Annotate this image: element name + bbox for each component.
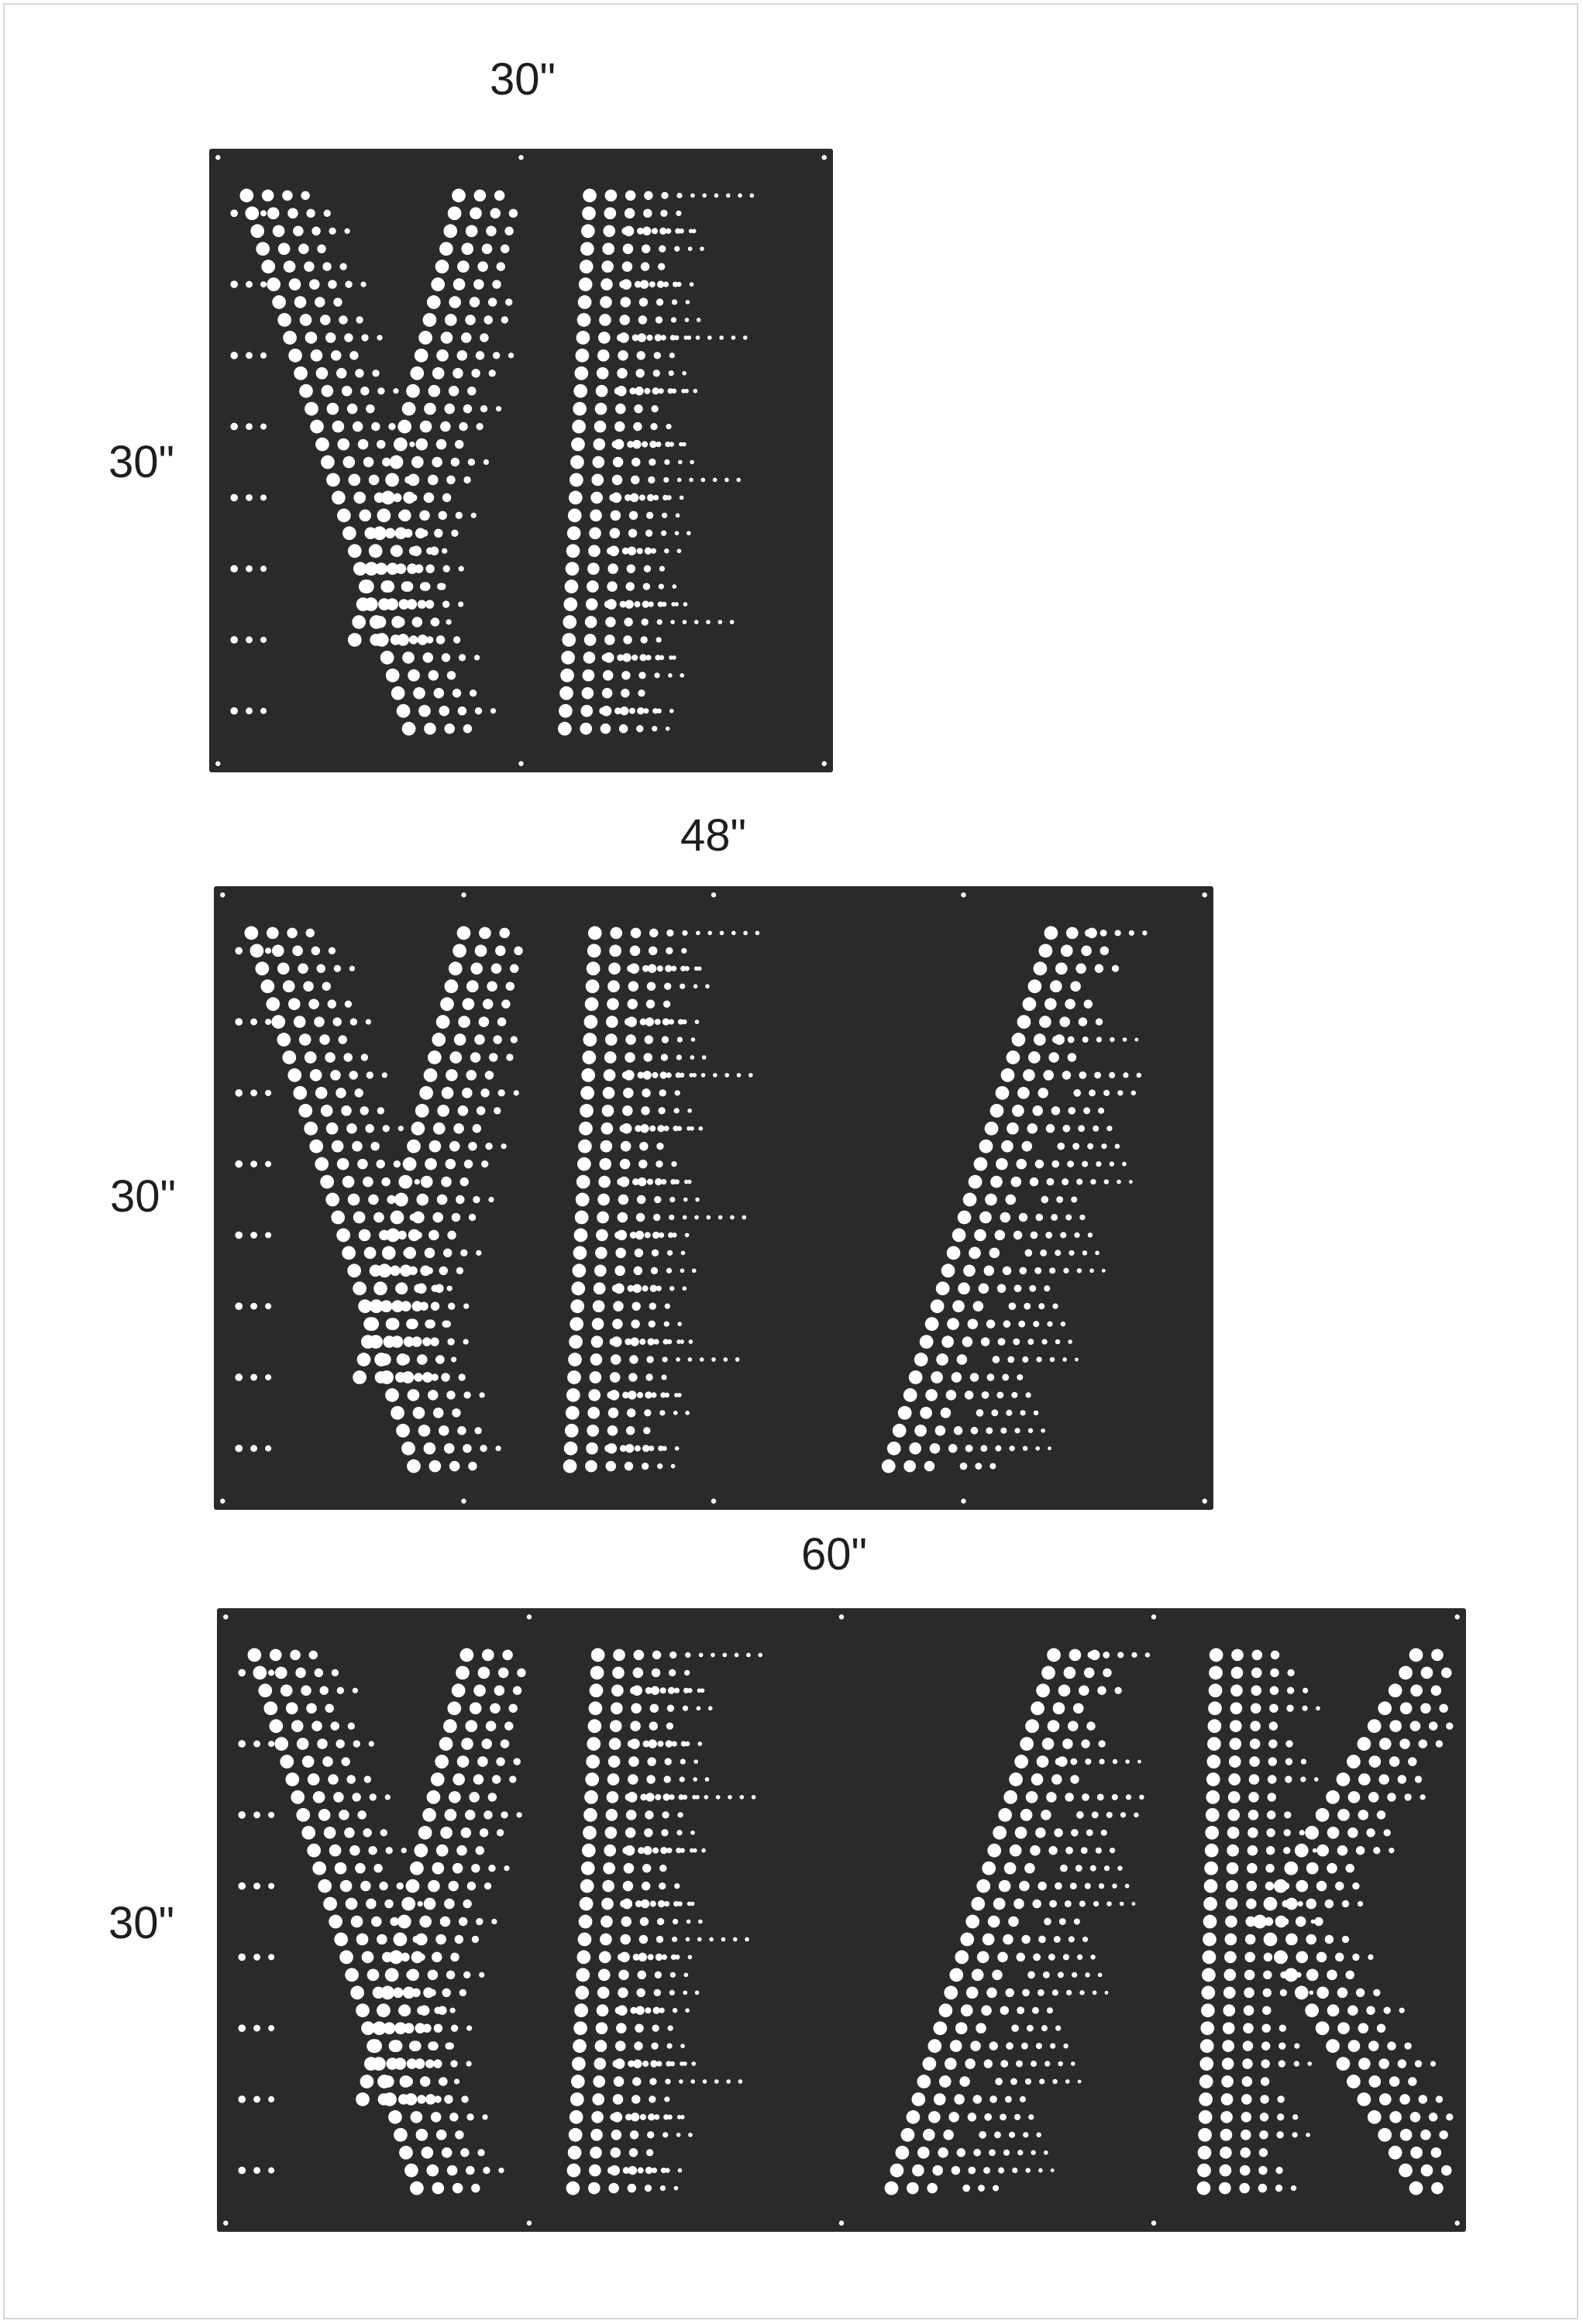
panel-3-width-label: 60" — [801, 1529, 868, 1580]
panel-2-width-label: 48" — [680, 810, 747, 861]
panel-1-perforated-sheet — [209, 149, 833, 772]
panel-1-pattern — [209, 149, 833, 772]
panel-3-height-label: 30" — [108, 1898, 175, 1948]
panel-2-height-label: 30" — [110, 1171, 177, 1222]
panel-2-perforated-sheet — [214, 886, 1213, 1510]
panel-2-pattern — [214, 886, 1213, 1510]
panel-3-pattern — [217, 1608, 1466, 2232]
panel-1-width-label: 30" — [490, 54, 556, 105]
panel-1-height-label: 30" — [108, 437, 175, 487]
panel-3-perforated-sheet — [217, 1608, 1466, 2232]
